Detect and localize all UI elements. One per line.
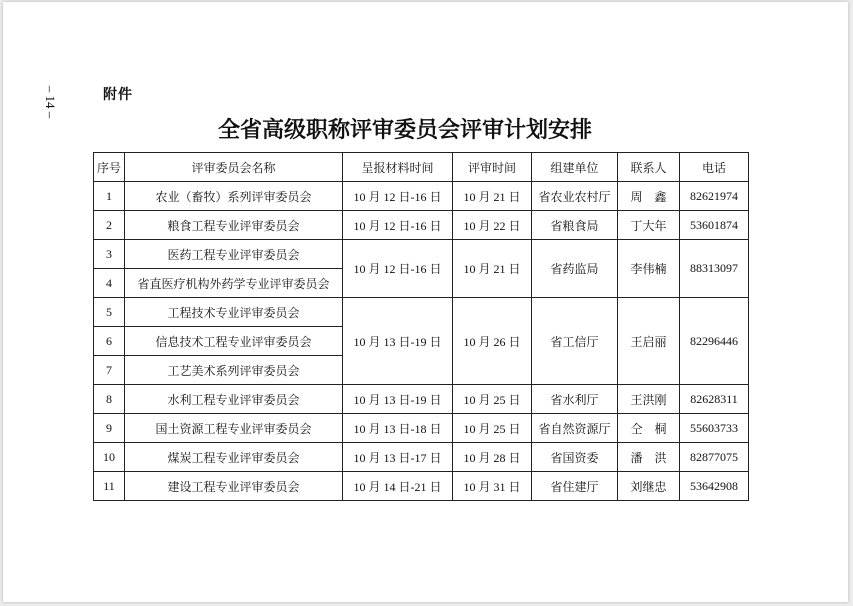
- cell-contact: 王启丽: [618, 298, 680, 385]
- cell-org: 省工信厅: [532, 298, 618, 385]
- cell-review: 10 月 25 日: [453, 414, 532, 443]
- document-title: 全省高级职称评审委员会评审计划安排: [217, 117, 592, 142]
- cell-no: 6: [94, 327, 125, 356]
- cell-name: 省直医疗机构外药学专业评审委员会: [125, 269, 343, 298]
- cell-name: 医药工程专业评审委员会: [125, 240, 343, 269]
- cell-org: 省药监局: [532, 240, 618, 298]
- cell-no: 2: [94, 211, 125, 240]
- cell-org: 省国资委: [532, 443, 618, 472]
- cell-name: 信息技术工程专业评审委员会: [125, 327, 343, 356]
- table-row: [94, 211, 749, 240]
- cell-no: 7: [94, 356, 125, 385]
- cell-phone: 82621974: [680, 182, 749, 211]
- cell-submit: 10 月 13 日-17 日: [343, 443, 453, 472]
- cell-no: 5: [94, 298, 125, 327]
- table-row: [94, 298, 749, 327]
- cell-org: 省住建厅: [532, 472, 618, 501]
- review-plan-table: [93, 152, 749, 501]
- header-submit: 呈报材料时间: [343, 153, 453, 182]
- cell-org: 省农业农村厅: [532, 182, 618, 211]
- cell-review: 10 月 22 日: [453, 211, 532, 240]
- cell-no: 9: [94, 414, 125, 443]
- header-org: 组建单位: [532, 153, 618, 182]
- cell-phone: 53642908: [680, 472, 749, 501]
- cell-contact: 周 鑫: [618, 182, 680, 211]
- cell-org: 省粮食局: [532, 211, 618, 240]
- cell-name: 建设工程专业评审委员会: [125, 472, 343, 501]
- table-row: [94, 414, 749, 443]
- cell-contact: 丁大年: [618, 211, 680, 240]
- cell-phone: 82628311: [680, 385, 749, 414]
- cell-name: 农业（畜牧）系列评审委员会: [125, 182, 343, 211]
- cell-name: 煤炭工程专业评审委员会: [125, 443, 343, 472]
- table-header-row: [94, 153, 749, 182]
- cell-phone: 82296446: [680, 298, 749, 385]
- cell-no: 1: [94, 182, 125, 211]
- cell-submit: 10 月 13 日-19 日: [343, 298, 453, 385]
- cell-submit: 10 月 14 日-21 日: [343, 472, 453, 501]
- cell-submit: 10 月 13 日-18 日: [343, 414, 453, 443]
- cell-name: 工艺美术系列评审委员会: [125, 356, 343, 385]
- cell-review: 10 月 21 日: [453, 182, 532, 211]
- header-name: 评审委员会名称: [125, 153, 343, 182]
- header-phone: 电话: [680, 153, 749, 182]
- attachment-label: 附件: [103, 88, 133, 103]
- table-row: [94, 472, 749, 501]
- cell-submit: 10 月 12 日-16 日: [343, 211, 453, 240]
- header-no: 序号: [94, 153, 125, 182]
- cell-contact: 刘继忠: [618, 472, 680, 501]
- table-row: [94, 182, 749, 211]
- cell-org: 省自然资源厅: [532, 414, 618, 443]
- cell-name: 工程技术专业评审委员会: [125, 298, 343, 327]
- table-row: [94, 240, 749, 269]
- cell-phone: 82877075: [680, 443, 749, 472]
- cell-name: 国土资源工程专业评审委员会: [125, 414, 343, 443]
- cell-review: 10 月 25 日: [453, 385, 532, 414]
- cell-no: 8: [94, 385, 125, 414]
- cell-review: 10 月 31 日: [453, 472, 532, 501]
- cell-submit: 10 月 12 日-16 日: [343, 182, 453, 211]
- cell-phone: 55603733: [680, 414, 749, 443]
- cell-submit: 10 月 13 日-19 日: [343, 385, 453, 414]
- cell-review: 10 月 28 日: [453, 443, 532, 472]
- cell-contact: 李伟楠: [618, 240, 680, 298]
- header-review: 评审时间: [453, 153, 532, 182]
- page-number: – 14 –: [43, 85, 58, 119]
- table-row: [94, 443, 749, 472]
- table-row: [94, 385, 749, 414]
- header-contact: 联系人: [618, 153, 680, 182]
- cell-review: 10 月 21 日: [453, 240, 532, 298]
- cell-name: 粮食工程专业评审委员会: [125, 211, 343, 240]
- cell-no: 10: [94, 443, 125, 472]
- cell-contact: 仝 桐: [618, 414, 680, 443]
- cell-org: 省水利厅: [532, 385, 618, 414]
- cell-no: 3: [94, 240, 125, 269]
- cell-name: 水利工程专业评审委员会: [125, 385, 343, 414]
- cell-no: 4: [94, 269, 125, 298]
- cell-contact: 王洪刚: [618, 385, 680, 414]
- cell-phone: 88313097: [680, 240, 749, 298]
- cell-phone: 53601874: [680, 211, 749, 240]
- cell-review: 10 月 26 日: [453, 298, 532, 385]
- cell-submit: 10 月 12 日-16 日: [343, 240, 453, 298]
- cell-no: 11: [94, 472, 125, 501]
- cell-contact: 潘 洪: [618, 443, 680, 472]
